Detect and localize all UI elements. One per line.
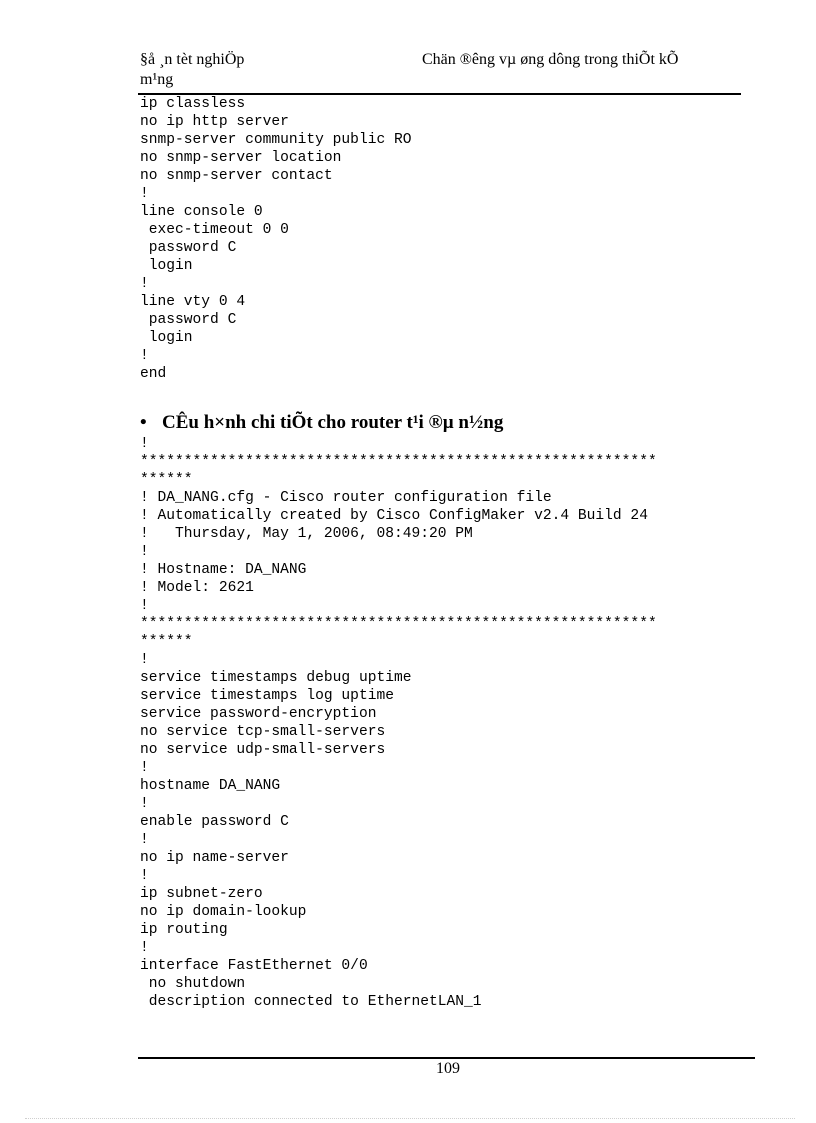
page-bottom-border xyxy=(25,1118,795,1119)
code-block-top: ip classless no ip http server snmp-server community public RO no snmp-server location no snmp-server contact ! line console 0 exec-timeout 0 0 password C login ! line vty 0 4 password C login ! end xyxy=(140,96,412,382)
page-header xyxy=(140,50,740,92)
header-left xyxy=(140,50,244,90)
footer-divider xyxy=(138,1057,755,1059)
page-number: 109 xyxy=(436,1060,460,1077)
bullet-icon: • xyxy=(140,412,147,433)
section-heading xyxy=(140,412,503,434)
header-right: Chän ®êng vµ øng dông trong thiÕt kÕ xyxy=(422,51,679,68)
code-block-main: ! *********************************************************** ****** ! DA_NANG.cfg - Cisco router configuration file ! Automatically created by Cisco ConfigMaker v2.4 Build 24 ! Thursday, May 1, 2006, 08:49:20 PM ! ! Hostname: DA_NANG ! Model: 2621 ! *********************************************************** ****** ! service timestamps debug uptime service timestamps log uptime service password-encryption no service tcp-small-servers no service udp-small-servers ! hostname DA_NANG ! enable password C ! no ip name-server ! ip subnet-zero no ip domain-lookup ip routing ! interface FastEthernet 0/0 no shutdown description connected to EthernetLAN_1 xyxy=(140,436,657,1010)
section-heading-text: CÊu h×nh chi tiÕt cho router t¹i ®µ n½ng xyxy=(162,412,504,433)
header-left-line1: §å ¸n tèt nghiÖp xyxy=(140,51,245,68)
header-left-line2: m¹ng xyxy=(140,71,174,88)
